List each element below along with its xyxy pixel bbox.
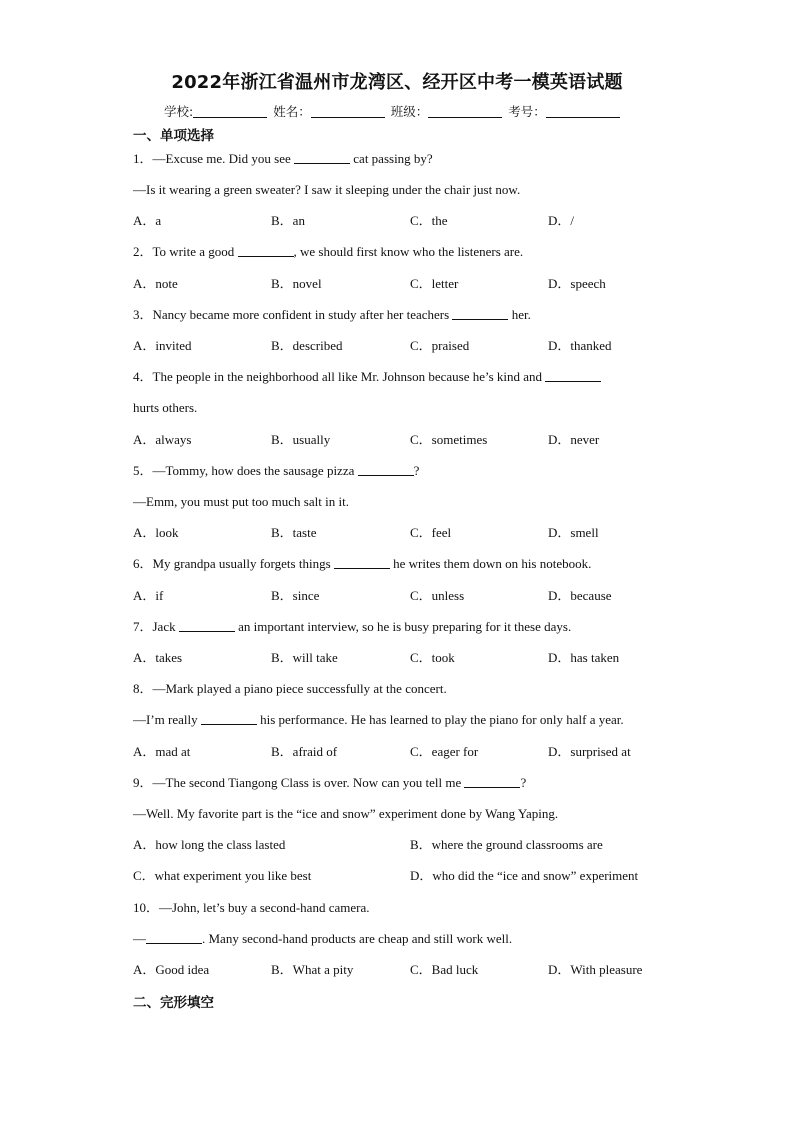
section-heading-cloze: 二、完形填空 bbox=[133, 995, 214, 1011]
option-c: C．Bad luck bbox=[410, 962, 479, 977]
question-10-line-2: — . Many second-hand products are cheap and still work well. bbox=[133, 931, 513, 946]
question-6-line-1: 6．My grandpa usually forgets things he writes them down on his notebook. bbox=[133, 556, 592, 571]
option-c: C．sometimes bbox=[410, 432, 488, 447]
option-a: A．always bbox=[133, 432, 192, 447]
student-info-line bbox=[164, 102, 622, 120]
name-blank bbox=[311, 104, 385, 118]
question-7-line-1: 7．Jack an important interview, so he is busy preparing for it these days. bbox=[133, 619, 572, 634]
question-5-options bbox=[133, 524, 673, 542]
question-6-options bbox=[133, 587, 673, 605]
option-c: C．praised bbox=[410, 338, 470, 353]
question-10-options bbox=[133, 961, 673, 979]
option-a: A．look bbox=[133, 525, 179, 540]
answer-blank bbox=[545, 369, 601, 382]
option-b: B．where the ground classrooms are bbox=[410, 837, 603, 852]
option-d: D．With pleasure bbox=[548, 962, 643, 977]
question-9-options-row-2 bbox=[133, 867, 673, 885]
option-b: B．will take bbox=[271, 650, 338, 665]
option-a: A．Good idea bbox=[133, 962, 210, 977]
option-d: D．because bbox=[548, 588, 612, 603]
option-d: D．never bbox=[548, 432, 600, 447]
option-a: A．invited bbox=[133, 338, 192, 353]
option-c: C．feel bbox=[410, 525, 452, 540]
question-4-options bbox=[133, 431, 673, 449]
answer-blank bbox=[358, 463, 414, 476]
option-a: A．takes bbox=[133, 650, 183, 665]
option-d: D．surprised at bbox=[548, 744, 631, 759]
option-b: B．taste bbox=[271, 525, 317, 540]
option-b: B．usually bbox=[271, 432, 331, 447]
question-9-line-1: 9．—The second Tiangong Class is over. Now can you tell me ? bbox=[133, 775, 527, 790]
question-9-line-2: —Well. My favorite part is the “ice and snow” experiment done by Wang Yaping. bbox=[133, 806, 559, 821]
question-1-line-1: 1．—Excuse me. Did you see cat passing by? bbox=[133, 151, 433, 166]
question-1-options bbox=[133, 212, 673, 230]
answer-blank bbox=[179, 619, 235, 632]
option-a: A．how long the class lasted bbox=[133, 837, 286, 852]
number-blank bbox=[546, 104, 620, 118]
option-c: C．took bbox=[410, 650, 455, 665]
option-d: D．who did the “ice and snow” experiment bbox=[410, 868, 639, 883]
name-label: 姓名： bbox=[273, 104, 311, 119]
number-label: 考号： bbox=[508, 104, 546, 119]
option-a: A．if bbox=[133, 588, 164, 603]
section-heading-single-choice: 一、单项选择 bbox=[133, 128, 214, 144]
question-5-line-1: 5．—Tommy, how does the sausage pizza ? bbox=[133, 463, 420, 478]
question-3-line-1: 3．Nancy became more confident in study after her teachers her. bbox=[133, 307, 531, 322]
question-8-options bbox=[133, 743, 673, 761]
option-b: B．novel bbox=[271, 276, 322, 291]
option-d: D．has taken bbox=[548, 650, 620, 665]
question-4-line-1: 4．The people in the neighborhood all like Mr. Johnson because he’s kind and bbox=[133, 368, 601, 386]
answer-blank bbox=[294, 151, 350, 164]
option-b: B．an bbox=[271, 213, 305, 228]
school-blank bbox=[193, 104, 267, 118]
question-10-line-1: 10．—John, let’s buy a second-hand camera. bbox=[133, 900, 370, 915]
question-1-line-2: —Is it wearing a green sweater? I saw it sleeping under the chair just now. bbox=[133, 182, 521, 197]
question-4-line-2: hurts others. bbox=[133, 400, 198, 415]
option-b: B．What a pity bbox=[271, 962, 354, 977]
option-c: C．unless bbox=[410, 588, 465, 603]
school-label: 学校: bbox=[164, 104, 194, 119]
answer-blank bbox=[452, 307, 508, 320]
option-b: B．afraid of bbox=[271, 744, 338, 759]
answer-blank bbox=[238, 244, 294, 257]
option-c: C．what experiment you like best bbox=[133, 868, 312, 883]
option-d: D．speech bbox=[548, 276, 606, 291]
option-a: A．a bbox=[133, 213, 162, 228]
option-a: A．mad at bbox=[133, 744, 191, 759]
class-label: 班级： bbox=[390, 104, 429, 119]
question-8-line-2: —I’m really his performance. He has learned to play the piano for only half a year. bbox=[133, 712, 624, 727]
question-8-line-1: 8．—Mark played a piano piece successfully at the concert. bbox=[133, 681, 447, 696]
answer-blank bbox=[146, 931, 202, 944]
question-3-options bbox=[133, 337, 673, 355]
option-b: B．since bbox=[271, 588, 320, 603]
option-c: C．letter bbox=[410, 276, 459, 291]
question-9-options-row-1 bbox=[133, 836, 673, 854]
option-a: A．note bbox=[133, 276, 178, 291]
answer-blank bbox=[464, 775, 520, 788]
question-5-line-2: —Emm, you must put too much salt in it. bbox=[133, 494, 349, 509]
question-2-line-1: 2．To write a good , we should first know who the listeners are. bbox=[133, 244, 524, 259]
page-title: 2022年浙江省温州市龙湾区、经开区中考一模英语试题 bbox=[171, 72, 623, 93]
answer-blank bbox=[334, 556, 390, 569]
question-7-options bbox=[133, 649, 673, 667]
option-d: D．thanked bbox=[548, 338, 612, 353]
answer-blank bbox=[201, 712, 257, 725]
class-blank bbox=[428, 104, 502, 118]
question-2-options bbox=[133, 275, 673, 293]
option-c: C．eager for bbox=[410, 744, 479, 759]
option-c: C．the bbox=[410, 213, 448, 228]
option-b: B．described bbox=[271, 338, 343, 353]
option-d: D．smell bbox=[548, 525, 599, 540]
option-d: D．/ bbox=[548, 213, 575, 228]
